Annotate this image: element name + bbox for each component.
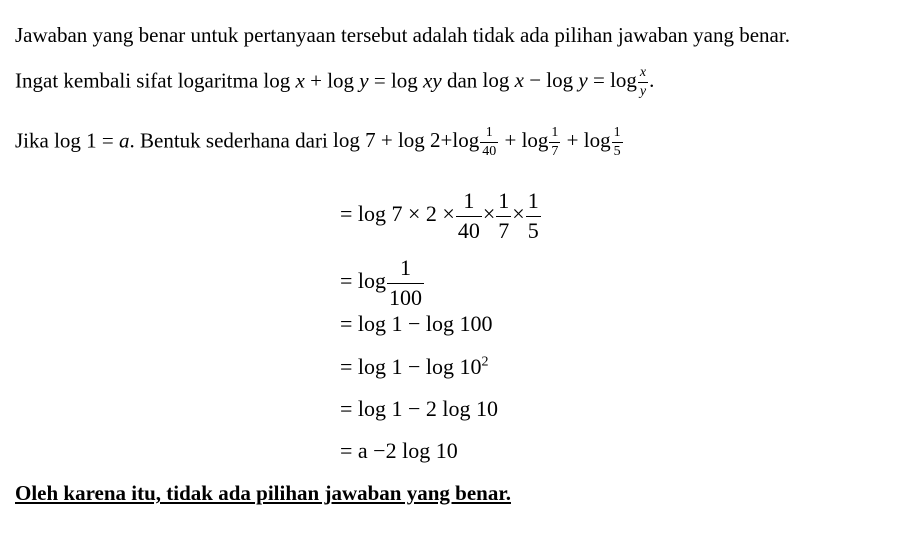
step-6: = a −2 log 10 — [340, 438, 458, 463]
expr-term: + log — [566, 128, 611, 153]
times-sign: × — [482, 201, 496, 227]
minus-sign: − — [529, 68, 542, 93]
expr-term: log 7 + log 2+log — [333, 128, 480, 153]
expr-term: + log — [504, 128, 549, 153]
step-1 — [340, 190, 542, 242]
problem-sentence — [15, 126, 624, 159]
recall-and: dan — [446, 68, 478, 93]
period: . — [649, 68, 655, 93]
fraction-1-40: $\frac{1}{40}$ — [457, 188, 480, 243]
log-quotient-rule — [482, 65, 655, 99]
step-text: = log — [340, 268, 387, 294]
log-word: log — [610, 68, 637, 93]
log-word: log — [390, 68, 418, 93]
log-product-rule — [263, 68, 447, 92]
problem-mid: . Bentuk sederhana dari — [129, 128, 328, 153]
log-word: log — [546, 68, 574, 93]
number: 1 — [86, 128, 97, 153]
fraction-1-100: $\frac{1}{100}$ — [389, 255, 423, 310]
equals-sign: = — [101, 128, 114, 153]
plus-sign: + — [310, 68, 322, 93]
equals-sign: = — [373, 68, 386, 93]
conclusion: Oleh karena itu, tidak ada pilihan jawaban yang benar. — [15, 481, 511, 505]
var-y: y — [578, 68, 588, 93]
fraction-x-over-y: $\frac{x}{y}$ — [639, 65, 647, 99]
times-sign: × — [512, 201, 525, 227]
given-condition — [54, 128, 129, 152]
var-y: y — [359, 68, 369, 93]
step-text: = log 7 × 2 × — [340, 201, 455, 227]
fraction-1-7: $\frac{1}{7}$ — [551, 125, 559, 159]
fraction-1-5: $\frac{1}{5}$ — [613, 125, 621, 159]
fraction-1-7: $\frac{1}{7}$ — [498, 188, 510, 243]
log-word: log — [54, 128, 81, 153]
fraction-1-5: $\frac{1}{5}$ — [527, 188, 539, 243]
fraction-1-40: $\frac{1}{40}$ — [482, 125, 497, 159]
problem-prefix: Jika — [15, 128, 49, 153]
recall-sentence — [15, 66, 654, 99]
log-word: log — [263, 68, 291, 93]
step-3: = log 1 − log 100 — [340, 311, 493, 336]
step-text: = log 1 − log 10 — [340, 354, 482, 379]
intro-sentence: Jawaban yang benar untuk pertanyaan tersebut adalah tidak ada pilihan jawaban yang benar. — [15, 23, 790, 47]
step-5: = log 1 − 2 log 10 — [340, 396, 499, 421]
var-x: x — [514, 68, 524, 93]
recall-prefix: Ingat kembali sifat logaritma — [15, 68, 259, 93]
var-a: a — [119, 128, 130, 153]
problem-expression — [333, 125, 624, 159]
exponent: 2 — [481, 354, 489, 370]
equals-sign: = — [592, 68, 605, 93]
log-word: log — [327, 68, 355, 93]
var-x: x — [295, 68, 305, 93]
step-4 — [340, 354, 489, 380]
log-word: log — [482, 68, 510, 93]
step-2 — [340, 257, 425, 309]
var-xy: xy — [423, 68, 442, 93]
